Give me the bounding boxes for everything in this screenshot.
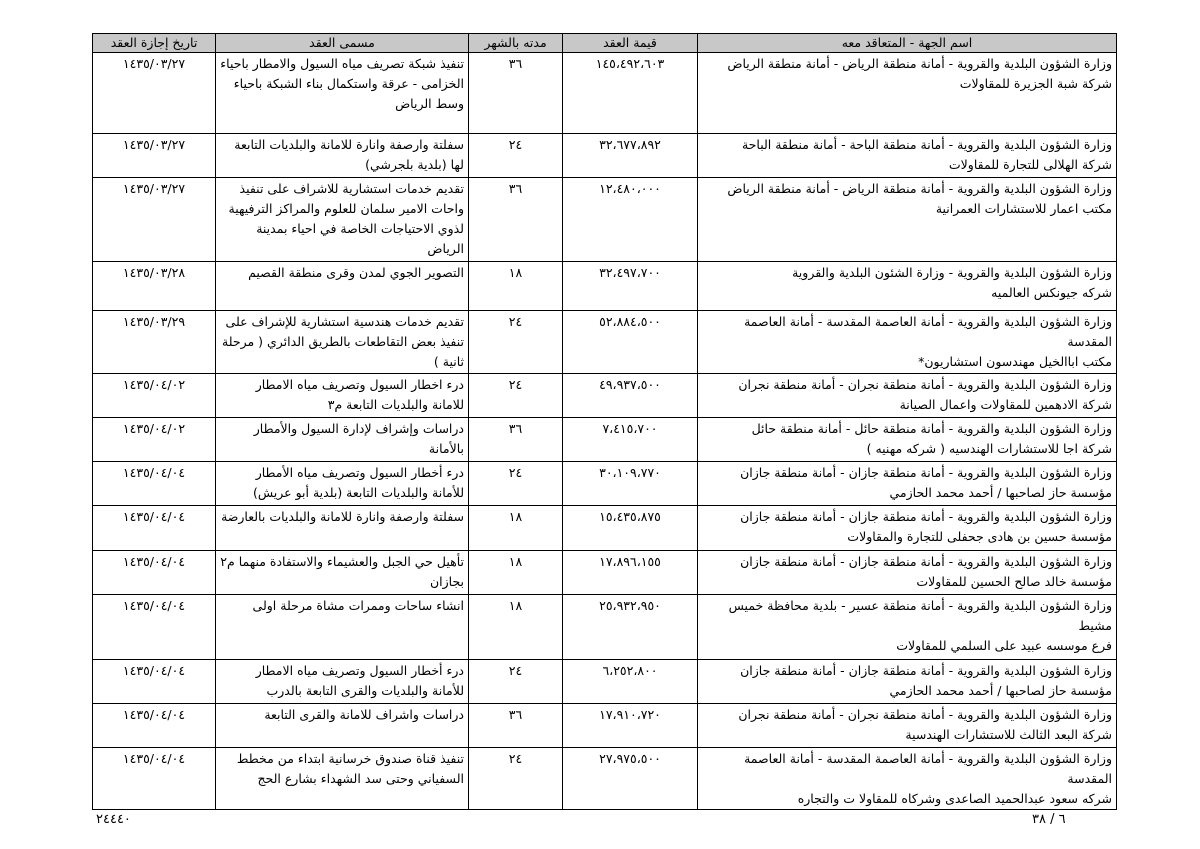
cell-approval-date: ١٤٣٥/٠٣/٢٩ (93, 311, 216, 374)
entity-authority: وزارة الشؤون البلدية والقروية - أمانة العاصمة المقدسة - أمانة العاصمة المقدسة (744, 314, 1112, 349)
cell-value: ٣٠،١٠٩،٧٧٠ (563, 462, 698, 506)
cell-approval-date: ١٤٣٥/٠٣/٢٨ (93, 262, 216, 311)
cell-value: ٧،٤١٥،٧٠٠ (563, 418, 698, 462)
cell-approval-date: ١٤٣٥/٠٤/٠٤ (93, 704, 216, 748)
cell-duration: ٣٦ (469, 704, 563, 748)
entity-contractor: فرع موسسه عبيد على السلمي للمقاولات (896, 638, 1112, 653)
table-row (93, 178, 1117, 262)
header-duration: مدته بالشهر (469, 34, 563, 53)
page-number: ٦ / ٣٨ (1032, 812, 1066, 827)
entity-authority: وزارة الشؤون البلدية والقروية - أمانة منطقة الرياض - أمانة منطقة الرياض (727, 56, 1112, 71)
table-row (93, 551, 1117, 595)
table-row (93, 134, 1117, 178)
cell-approval-date: ١٤٣٥/٠٤/٠٤ (93, 551, 216, 595)
cell-contract-name: سفلتة وارصفة وانارة للامانة والبلديات بالعارضة (216, 506, 469, 551)
cell-duration: ٣٦ (469, 418, 563, 462)
cell-entity (698, 660, 1117, 704)
table-body (93, 53, 1117, 810)
cell-duration: ٢٤ (469, 374, 563, 418)
cell-value: ٣٢،٦٧٧،٨٩٢ (563, 134, 698, 178)
cell-approval-date: ١٤٣٥/٠٣/٢٧ (93, 53, 216, 134)
cell-value: ١٤٥،٤٩٢،٦٠٣ (563, 53, 698, 134)
document-number: ٢٤٤٤٠ (96, 812, 131, 827)
cell-value: ١٧،٩١٠،٧٢٠ (563, 704, 698, 748)
table-header-row (93, 34, 1117, 53)
cell-duration: ٢٤ (469, 748, 563, 810)
cell-contract-name: سفلتة وارصفة وانارة للامانة والبلديات التابعة لها (بلدية بلجرشي) (216, 134, 469, 178)
cell-duration: ٢٤ (469, 660, 563, 704)
entity-authority: وزارة الشؤون البلدية والقروية - أمانة منطقة جازان - أمانة منطقة جازان (740, 663, 1112, 678)
entity-contractor: مكتب اعمار للاستشارات العمرانية (935, 201, 1112, 216)
entity-contractor: مؤسسة حاز لصاحبها / أحمد محمد الحازمي (889, 485, 1112, 500)
cell-entity (698, 551, 1117, 595)
entity-authority: وزارة الشؤون البلدية والقروية - أمانة منطقة نجران - أمانة منطقة نجران (738, 377, 1112, 392)
cell-entity (698, 374, 1117, 418)
entity-contractor: مؤسسة خالد صالح الحسين للمقاولات (916, 574, 1112, 589)
cell-duration: ١٨ (469, 262, 563, 311)
table-row (93, 748, 1117, 810)
cell-value: ٥٢،٨٨٤،٥٠٠ (563, 311, 698, 374)
cell-duration: ٣٦ (469, 53, 563, 134)
cell-duration: ١٨ (469, 551, 563, 595)
entity-contractor: شركة الهلالى للتجارة للمقاولات (948, 157, 1112, 172)
cell-contract-name: درء أخطار السيول وتصريف مياه الأمطار للأمانة والبلديات التابعة (بلدية أبو عريش) (216, 462, 469, 506)
cell-approval-date: ١٤٣٥/٠٤/٠٤ (93, 462, 216, 506)
entity-authority: وزارة الشؤون البلدية والقروية - أمانة منطقة الباحة - أمانة منطقة الباحة (741, 137, 1112, 152)
cell-entity (698, 418, 1117, 462)
cell-duration: ٢٤ (469, 311, 563, 374)
cell-entity (698, 311, 1117, 374)
cell-entity (698, 704, 1117, 748)
cell-entity (698, 134, 1117, 178)
cell-duration: ١٨ (469, 506, 563, 551)
table-row (93, 374, 1117, 418)
table-row (93, 462, 1117, 506)
cell-approval-date: ١٤٣٥/٠٤/٠٤ (93, 506, 216, 551)
cell-contract-name: تنفيذ شبكة تصريف مياه السيول والامطار باحياء الخزامى - عرقة واستكمال بناء الشبكة باحياء وسط الرياض (216, 53, 469, 134)
entity-contractor: شركه جيونكس العالميه (991, 285, 1112, 300)
cell-approval-date: ١٤٣٥/٠٤/٠٢ (93, 374, 216, 418)
header-entity: اسم الجهة - المتعاقد معه (698, 34, 1117, 53)
cell-value: ١٥،٤٣٥،٨٧٥ (563, 506, 698, 551)
entity-contractor: شركة البعد الثالث للاستشارات الهندسية (905, 727, 1112, 742)
cell-value: ١٢،٤٨٠،٠٠٠ (563, 178, 698, 262)
cell-entity (698, 748, 1117, 810)
header-approval-date: تاريخ إجازة العقد (93, 34, 216, 53)
entity-authority: وزارة الشؤون البلدية والقروية - أمانة منطقة جازان - أمانة منطقة جازان (740, 509, 1112, 524)
entity-contractor: شركه سعود عبدالحميد الصاعدى وشركاه للمقاولا ت والتجاره (797, 791, 1112, 806)
cell-approval-date: ١٤٣٥/٠٤/٠٤ (93, 748, 216, 810)
entity-authority: وزارة الشؤون البلدية والقروية - وزارة الشئون البلدية والقروية (792, 265, 1112, 280)
cell-duration: ٢٤ (469, 462, 563, 506)
cell-contract-name: درء أخطار السيول وتصريف مياه الامطار للأمانة والبلديات والقرى التابعة بالدرب (216, 660, 469, 704)
entity-authority: وزارة الشؤون البلدية والقروية - أمانة منطقة جازان - أمانة منطقة جازان (740, 465, 1112, 480)
entity-contractor: شركة الادهمين للمقاولات واعمال الصيانة (899, 397, 1112, 412)
table-row (93, 262, 1117, 311)
cell-value: ٣٢،٤٩٧،٧٠٠ (563, 262, 698, 311)
cell-contract-name: تقديم خدمات هندسية استشارية للإشراف على تنفيذ بعض التقاطعات بالطريق الدائري ( مرحلة ثانية ) (216, 311, 469, 374)
entity-authority: وزارة الشؤون البلدية والقروية - أمانة منطقة جازان - أمانة منطقة جازان (740, 554, 1112, 569)
table-row (93, 595, 1117, 660)
table-row (93, 704, 1117, 748)
entity-contractor: مؤسسة حسين بن هادى جحفلى للتجارة والمقاولات (847, 529, 1112, 544)
entity-authority: وزارة الشؤون البلدية والقروية - أمانة منطقة الرياض - أمانة منطقة الرياض (727, 181, 1112, 196)
cell-approval-date: ١٤٣٥/٠٤/٠٤ (93, 595, 216, 660)
cell-contract-name: درء اخطار السيول وتصريف مياه الامطار للامانة والبلديات التابعة م٣ (216, 374, 469, 418)
cell-contract-name: التصوير الجوي لمدن وقرى منطقة القصيم (216, 262, 469, 311)
cell-approval-date: ١٤٣٥/٠٣/٢٧ (93, 178, 216, 262)
cell-value: ٤٩،٩٣٧،٥٠٠ (563, 374, 698, 418)
cell-entity (698, 506, 1117, 551)
table-row (93, 418, 1117, 462)
cell-duration: ٢٤ (469, 134, 563, 178)
cell-value: ٦،٢٥٢،٨٠٠ (563, 660, 698, 704)
cell-approval-date: ١٤٣٥/٠٣/٢٧ (93, 134, 216, 178)
cell-contract-name: انشاء ساحات وممرات مشاة مرحلة اولى (216, 595, 469, 660)
cell-contract-name: دراسات واشراف للامانة والقرى التابعة (216, 704, 469, 748)
cell-contract-name: دراسات وإشراف لإدارة السيول والأمطار بالأمانة (216, 418, 469, 462)
cell-value: ٢٥،٩٣٢،٩٥٠ (563, 595, 698, 660)
cell-value: ٢٧،٩٧٥،٥٠٠ (563, 748, 698, 810)
table-row (93, 660, 1117, 704)
entity-contractor: مؤسسة حاز لصاحبها / أحمد محمد الحازمي (889, 683, 1112, 698)
entity-authority: وزارة الشؤون البلدية والقروية - أمانة منطقة حائل - أمانة منطقة حائل (751, 421, 1112, 436)
cell-value: ١٧،٨٩٦،١٥٥ (563, 551, 698, 595)
cell-contract-name: تنفيذ قناة صندوق خرسانية ابتداء من مخطط السفياني وحتى سد الشهداء بشارع الحج (216, 748, 469, 810)
entity-authority: وزارة الشؤون البلدية والقروية - أمانة منطقة عسير - بلدية محافظة خميس مشيط (728, 598, 1112, 633)
table-row (93, 506, 1117, 551)
cell-duration: ٣٦ (469, 178, 563, 262)
cell-contract-name: تأهيل حي الجبل والعشيماء والاستفادة منهما م٢ بجازان (216, 551, 469, 595)
entity-authority: وزارة الشؤون البلدية والقروية - أمانة منطقة نجران - أمانة منطقة نجران (738, 707, 1112, 722)
cell-contract-name: تقديم خدمات استشارية للاشراف على تنفيذ واحات الامير سلمان للعلوم والمراكز الترفيهية لذوي الاحتياجات الخاصة في احياء بمدينة الرياض (216, 178, 469, 262)
table-row (93, 53, 1117, 134)
header-contract-name: مسمى العقد (216, 34, 469, 53)
contracts-table (92, 33, 1117, 810)
entity-contractor: مكتب اباالخيل مهندسون استشاريون* (918, 354, 1112, 369)
cell-approval-date: ١٤٣٥/٠٤/٠٤ (93, 660, 216, 704)
table-row (93, 311, 1117, 374)
cell-entity (698, 178, 1117, 262)
entity-contractor: شركة اجا للاستشارات الهندسيه ( شركه مهنيه ) (866, 441, 1112, 456)
cell-entity (698, 53, 1117, 134)
cell-entity (698, 595, 1117, 660)
cell-duration: ١٨ (469, 595, 563, 660)
entity-contractor: شركة شبة الجزيرة للمقاولات (959, 76, 1112, 91)
cell-approval-date: ١٤٣٥/٠٤/٠٢ (93, 418, 216, 462)
cell-entity (698, 462, 1117, 506)
header-value: قيمة العقد (563, 34, 698, 53)
cell-entity (698, 262, 1117, 311)
entity-authority: وزارة الشؤون البلدية والقروية - أمانة العاصمة المقدسة - أمانة العاصمة المقدسة (744, 751, 1112, 786)
